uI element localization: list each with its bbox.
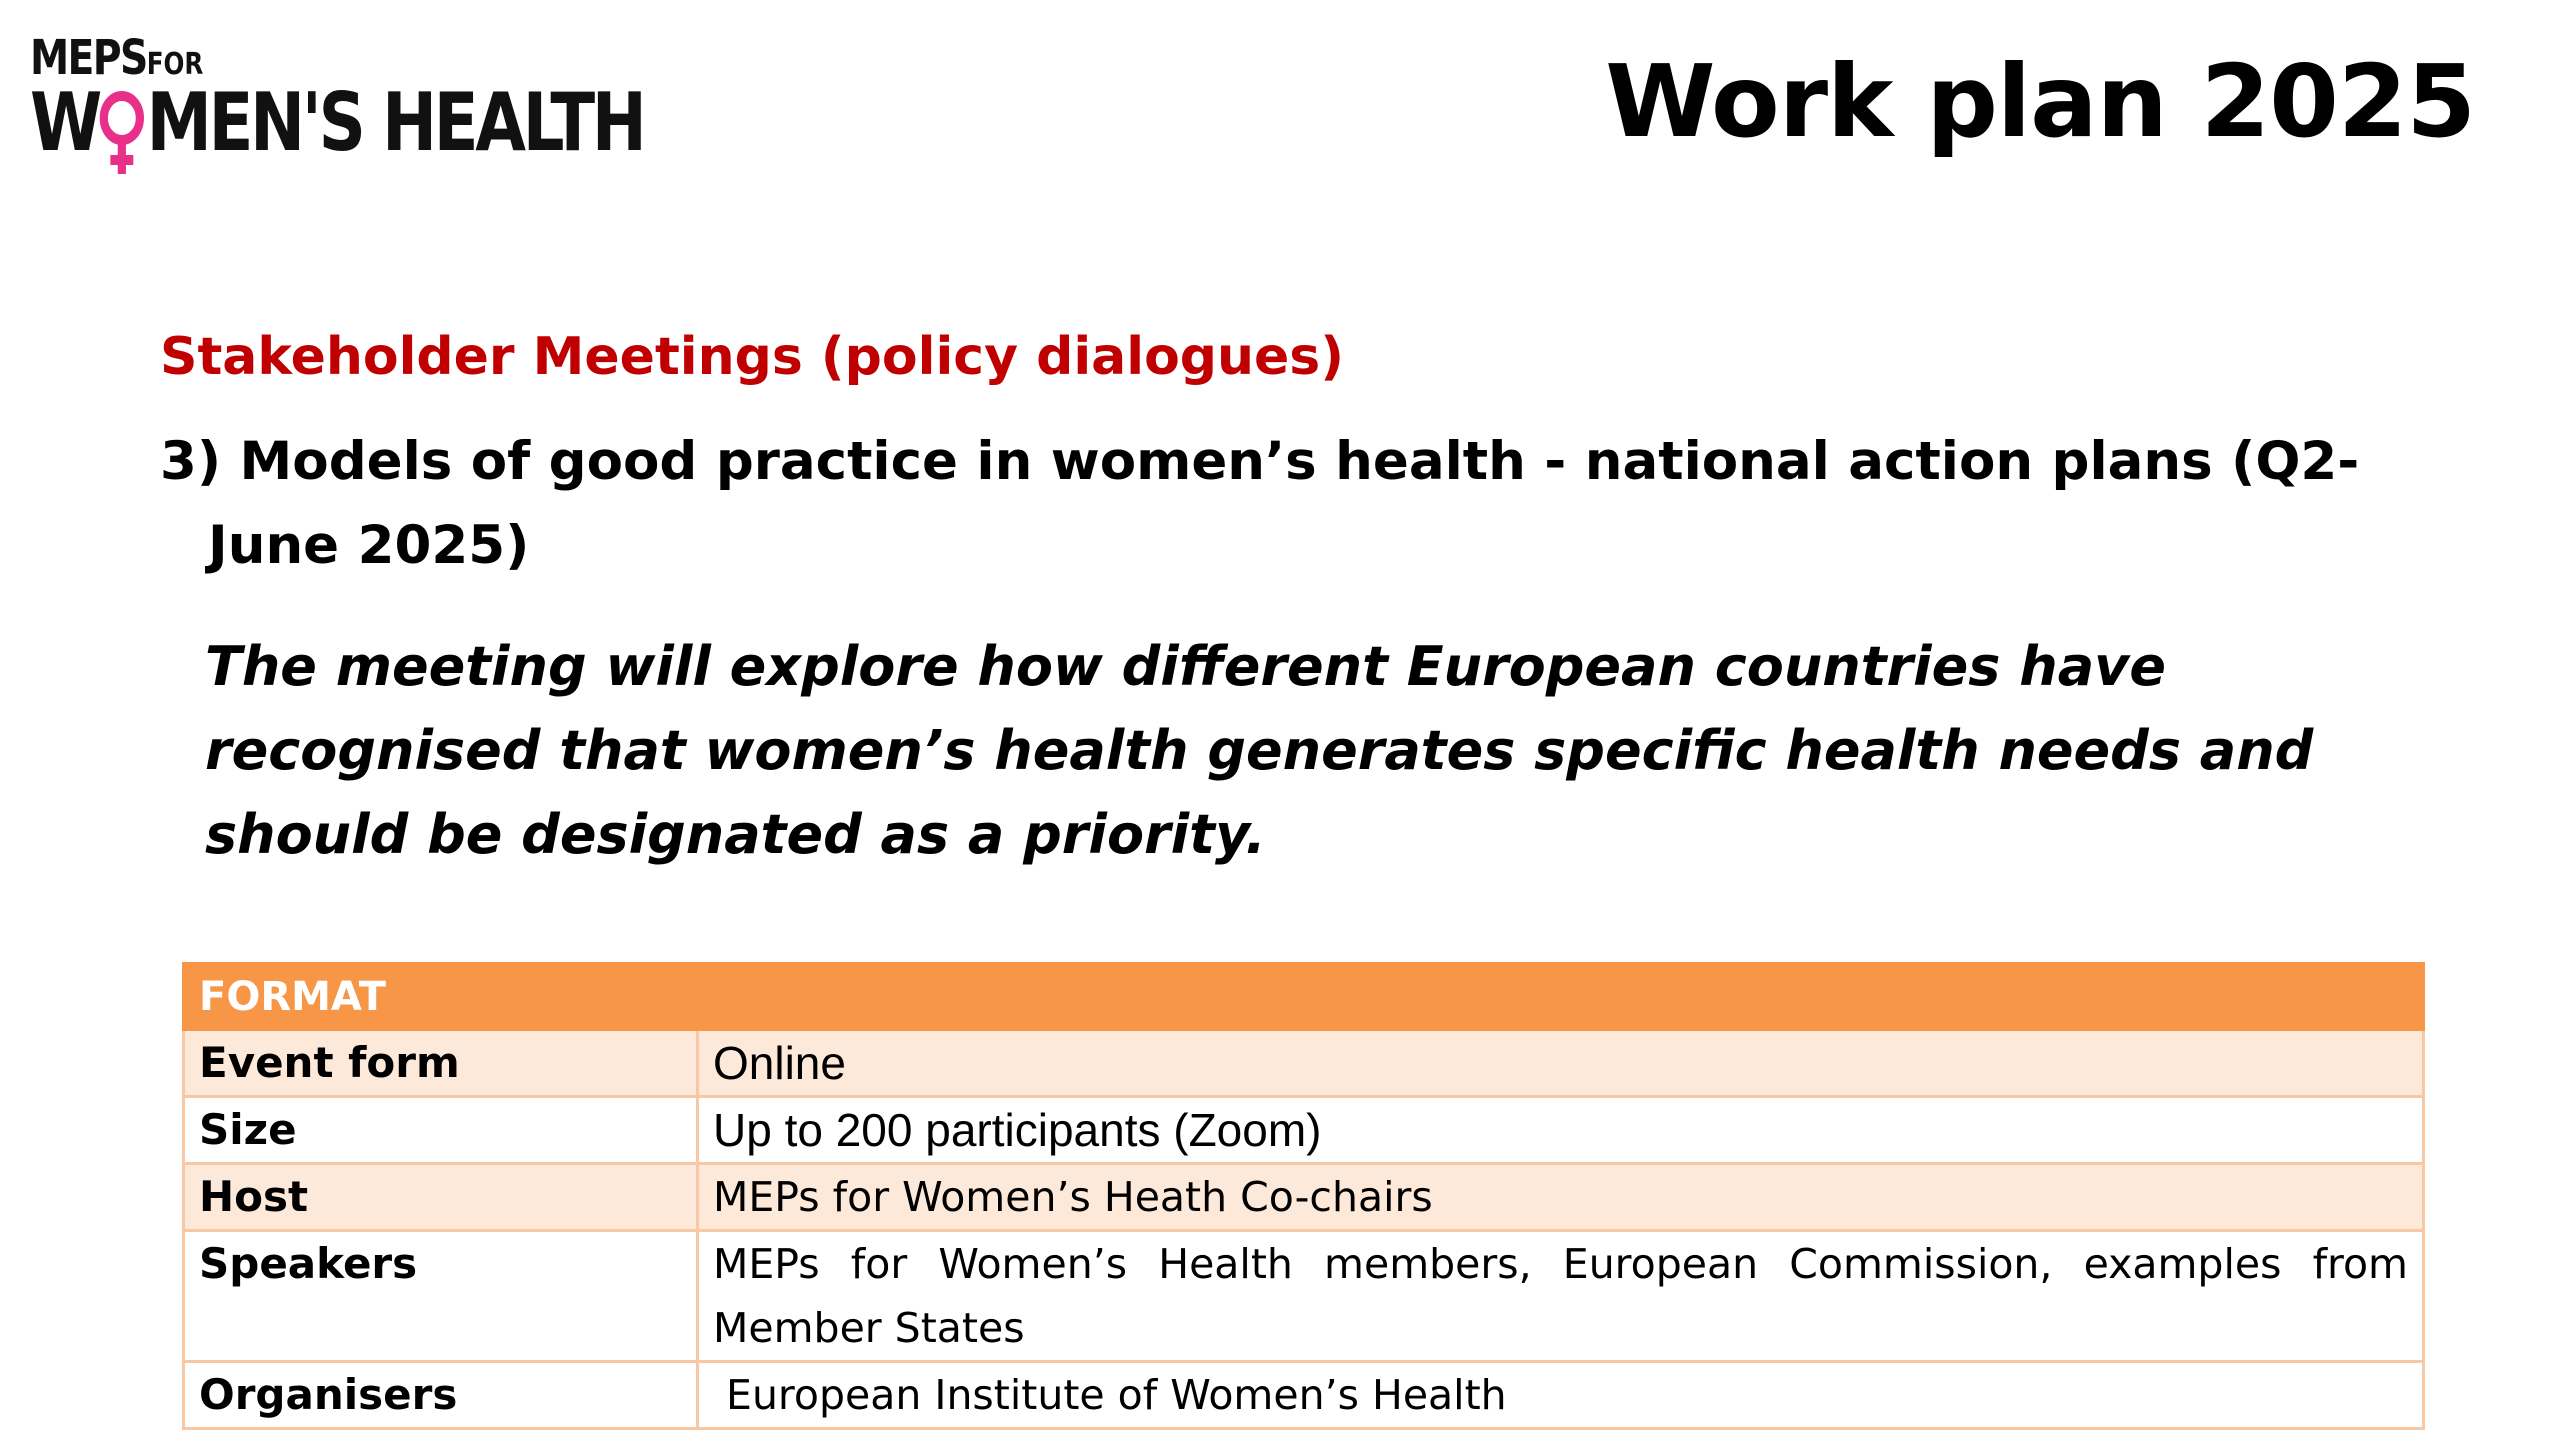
logo-line-womens-health [30, 78, 644, 168]
row-value-organisers: European Institute of Women’s Health [698, 1362, 2424, 1429]
logo-for-text: FOR [146, 47, 204, 82]
table-row [184, 1097, 2424, 1164]
row-value-size: Up to 200 participants (Zoom) [698, 1097, 2424, 1164]
table-header-format: FORMAT [184, 964, 698, 1030]
logo [30, 30, 644, 180]
table-row [184, 1164, 2424, 1231]
page-title: Work plan 2025 [1605, 43, 2475, 160]
row-label-host: Host [184, 1164, 698, 1231]
table-header-row [184, 964, 2424, 1030]
venus-icon [96, 78, 148, 148]
meeting-description: The meeting will explore how different European countries have recognised that women’s health generates specific health needs and should be designated as a priority. [205, 635, 2314, 866]
logo-mens-health-text: MEN'S HEALTH [146, 76, 644, 169]
row-label-speakers: Speakers [184, 1231, 698, 1362]
section-heading: Stakeholder Meetings (policy dialogues) [160, 327, 1345, 387]
item-heading: 3) Models of good practice in women’s health - national action plans (Q2- June 2025) [160, 431, 2360, 576]
row-label-size: Size [184, 1097, 698, 1164]
table-row [184, 1362, 2424, 1429]
logo-meps-text: MEPS [30, 30, 147, 86]
row-value-host: MEPs for Women’s Heath Co-chairs [698, 1164, 2424, 1231]
row-label-event-form: Event form [184, 1030, 698, 1097]
table-row [184, 1030, 2424, 1097]
format-table [182, 962, 2425, 1430]
logo-w-text: W [30, 76, 100, 169]
row-label-organisers: Organisers [184, 1362, 698, 1429]
row-value-event-form: Online [698, 1030, 2424, 1097]
table-row [184, 1231, 2424, 1362]
row-value-speakers: MEPs for Women’s Health members, European Commission, examples from Member States [698, 1231, 2424, 1362]
table-header-empty [698, 964, 2424, 1030]
